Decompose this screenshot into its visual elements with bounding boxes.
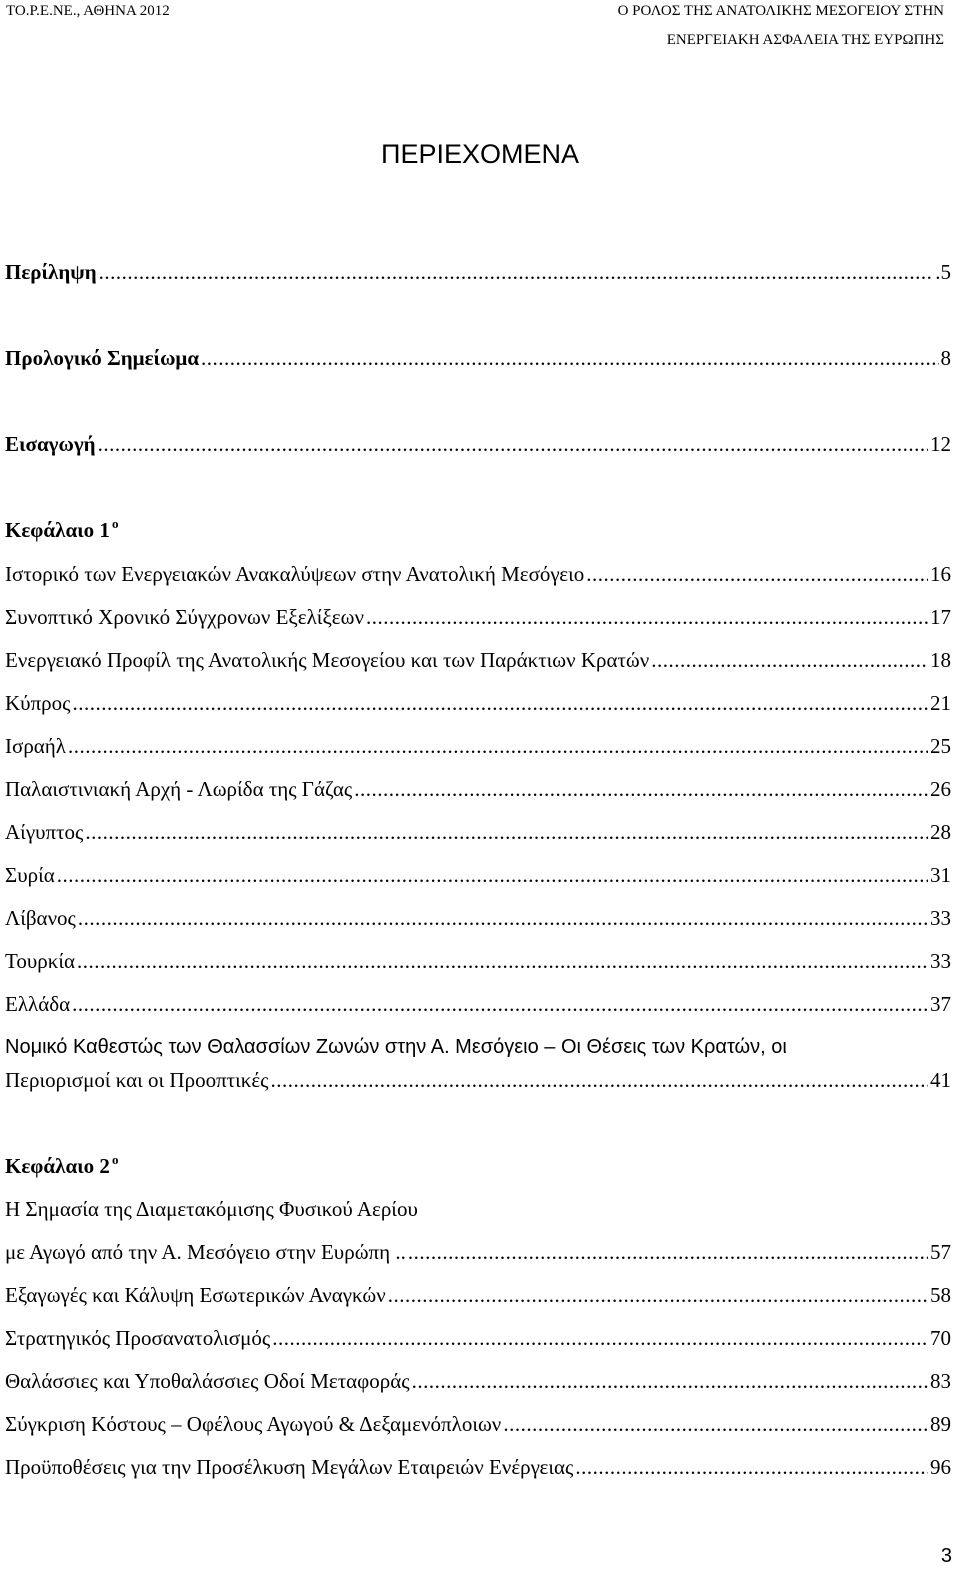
- toc-entry-label: Λίβανος: [5, 906, 76, 930]
- toc-leader-dots: [72, 688, 928, 718]
- toc-entry-legal-line1: Νομικό Καθεστώς των Θαλασσίων Ζωνών στην Α. Μεσόγειο – Οι Θέσεις των Κρατών, οι: [5, 1036, 787, 1058]
- toc-entry-page: 21: [930, 691, 951, 715]
- toc-leader-dots: [503, 1409, 928, 1439]
- running-header-right-line2: ΕΝΕΡΓΕΙΑΚΗ ΑΣΦΑΛΕΙΑ ΤΗΣ ΕΥΡΩΠΗΣ: [666, 32, 944, 48]
- toc-entry-page: 25: [930, 734, 951, 758]
- toc-entry-page: 8: [940, 346, 951, 370]
- chapter-1-heading-text: Κεφάλαιο 1: [5, 518, 110, 542]
- toc-entry-summary: [5, 257, 951, 287]
- toc-entry: [5, 1280, 951, 1310]
- toc-entry-page: 28: [930, 820, 951, 844]
- toc-entry-page: 57: [930, 1240, 951, 1264]
- toc-leader-dots: [72, 989, 928, 1019]
- chapter-2-heading-sup: ο: [111, 1152, 119, 1167]
- toc-entry-label: Προϋποθέσεις για την Προσέλκυση Μεγάλων Εταιρειών Ενέργειας: [5, 1455, 574, 1479]
- toc-leader-dots: [575, 1452, 928, 1482]
- toc-entry: [5, 989, 951, 1019]
- toc-entry-page: 58: [930, 1283, 951, 1307]
- toc-leader-dots: [651, 645, 928, 675]
- toc-leader-dots: [78, 903, 928, 933]
- toc-entry: [5, 559, 951, 589]
- toc-entry-preface: [5, 343, 951, 373]
- toc-entry: [5, 1323, 951, 1353]
- toc-leader-dots: [201, 343, 938, 373]
- toc-leader-dots: [98, 429, 928, 459]
- toc-entry-label: Περιορισμοί και οι Προοπτικές: [5, 1068, 269, 1092]
- toc-entry-page: 26: [930, 777, 951, 801]
- toc-entry-label: Περίληψη: [5, 260, 97, 284]
- toc-entry-label: Ισραήλ: [5, 734, 66, 758]
- toc-entry-label: Στρατηγικός Προσανατολισμός: [5, 1326, 271, 1350]
- toc-entry-label: Συρία: [5, 863, 55, 887]
- toc-entry: [5, 860, 951, 890]
- toc-entry-page: .5: [935, 260, 951, 284]
- toc-entry-legal-line2: [5, 1065, 951, 1095]
- toc-entry-page: 33: [930, 906, 951, 930]
- running-header-right-line1: Ο ΡΟΛΟΣ ΤΗΣ ΑΝΑΤΟΛΙΚΗΣ ΜΕΣΟΓΕΙΟΥ ΣΤΗΝ: [617, 3, 944, 19]
- toc-entry-page: 96: [930, 1455, 951, 1479]
- page-title: ΠΕΡΙΕΧΟΜΕΝΑ: [380, 139, 580, 169]
- toc-entry: [5, 774, 951, 804]
- toc-entry-page: 18: [930, 648, 951, 672]
- chapter-2-heading-text: Κεφάλαιο 2: [5, 1154, 110, 1178]
- chapter-2-subheading: Η Σημασία της Διαμετακόμισης Φυσικού Αερίου: [5, 1197, 418, 1221]
- toc-entry-label: με Αγωγό από την Α. Μεσόγειο στην Ευρώπη ..: [5, 1240, 406, 1264]
- toc-entry-label: Ιστορικό των Ενεργειακών Ανακαλύψεων στην Ανατολική Μεσόγειο: [5, 562, 585, 586]
- toc-entry-label: Αίγυπτος: [5, 820, 84, 844]
- toc-entry-page: 33: [930, 949, 951, 973]
- toc-entry-page: 70: [930, 1326, 951, 1350]
- toc-entry-page: 83: [930, 1369, 951, 1393]
- toc-leader-dots: [408, 1237, 928, 1267]
- chapter-1-heading: [5, 515, 118, 545]
- toc-leader-dots: [388, 1280, 928, 1310]
- toc-leader-dots: [99, 257, 934, 287]
- toc-entry: [5, 946, 951, 976]
- toc-entry: [5, 645, 951, 675]
- toc-entry-page: 17: [930, 605, 951, 629]
- toc-entry: [5, 1409, 951, 1439]
- toc-leader-dots: [85, 817, 928, 847]
- toc-entry-label: Ενεργειακό Προφίλ της Ανατολικής Μεσογείου και των Παράκτιων Κρατών: [5, 648, 650, 672]
- page-number: 3: [940, 1545, 952, 1567]
- toc-leader-dots: [354, 774, 928, 804]
- toc-entry: [5, 1452, 951, 1482]
- toc-entry-label: Εξαγωγές και Κάλυψη Εσωτερικών Αναγκών: [5, 1283, 386, 1307]
- toc-entry-label: Θαλάσσιες και Υποθαλάσσιες Οδοί Μεταφοράς: [5, 1369, 410, 1393]
- toc-entry-label: Εισαγωγή: [5, 432, 96, 456]
- toc-entry-label: Κύπρος: [5, 691, 71, 715]
- toc-leader-dots: [412, 1366, 928, 1396]
- toc-entry-label: Τουρκία: [5, 949, 75, 973]
- toc-entry-page: 41: [930, 1068, 951, 1092]
- toc-leader-dots: [57, 860, 928, 890]
- toc-entry-page: 12: [930, 432, 951, 456]
- toc-leader-dots: [272, 1323, 928, 1353]
- toc-leader-dots: [270, 1065, 928, 1095]
- toc-entry-label: Ελλάδα: [5, 992, 71, 1016]
- toc-entry-label: Σύγκριση Κόστους – Οφέλους Αγωγού & Δεξαμενόπλοιων: [5, 1412, 502, 1436]
- toc-entry: [5, 731, 951, 761]
- toc-entry: [5, 903, 951, 933]
- toc-entry-page: 89: [930, 1412, 951, 1436]
- toc-entry: [5, 817, 951, 847]
- toc-entry-page: 37: [930, 992, 951, 1016]
- toc-entry-introduction: [5, 429, 951, 459]
- toc-entry-label: Συνοπτικό Χρονικό Σύγχρονων Εξελίξεων: [5, 605, 364, 629]
- toc-entry: [5, 1366, 951, 1396]
- toc-entry-page: 16: [930, 562, 951, 586]
- toc-entry: [5, 1237, 951, 1267]
- running-header-left: ΤΟ.Ρ.Ε.ΝΕ., ΑΘΗΝΑ 2012: [6, 3, 170, 19]
- toc-leader-dots: [586, 559, 928, 589]
- toc-leader-dots: [68, 731, 928, 761]
- chapter-2-heading: [5, 1151, 118, 1181]
- toc-entry-page: 31: [930, 863, 951, 887]
- toc-entry-label: Παλαιστινιακή Αρχή - Λωρίδα της Γάζας: [5, 777, 353, 801]
- toc-leader-dots: [366, 602, 928, 632]
- toc-entry: [5, 602, 951, 632]
- toc-entry-label: Προλογικό Σημείωμα: [5, 346, 200, 370]
- toc-entry: [5, 688, 951, 718]
- toc-leader-dots: [77, 946, 928, 976]
- chapter-1-heading-sup: ο: [111, 516, 119, 531]
